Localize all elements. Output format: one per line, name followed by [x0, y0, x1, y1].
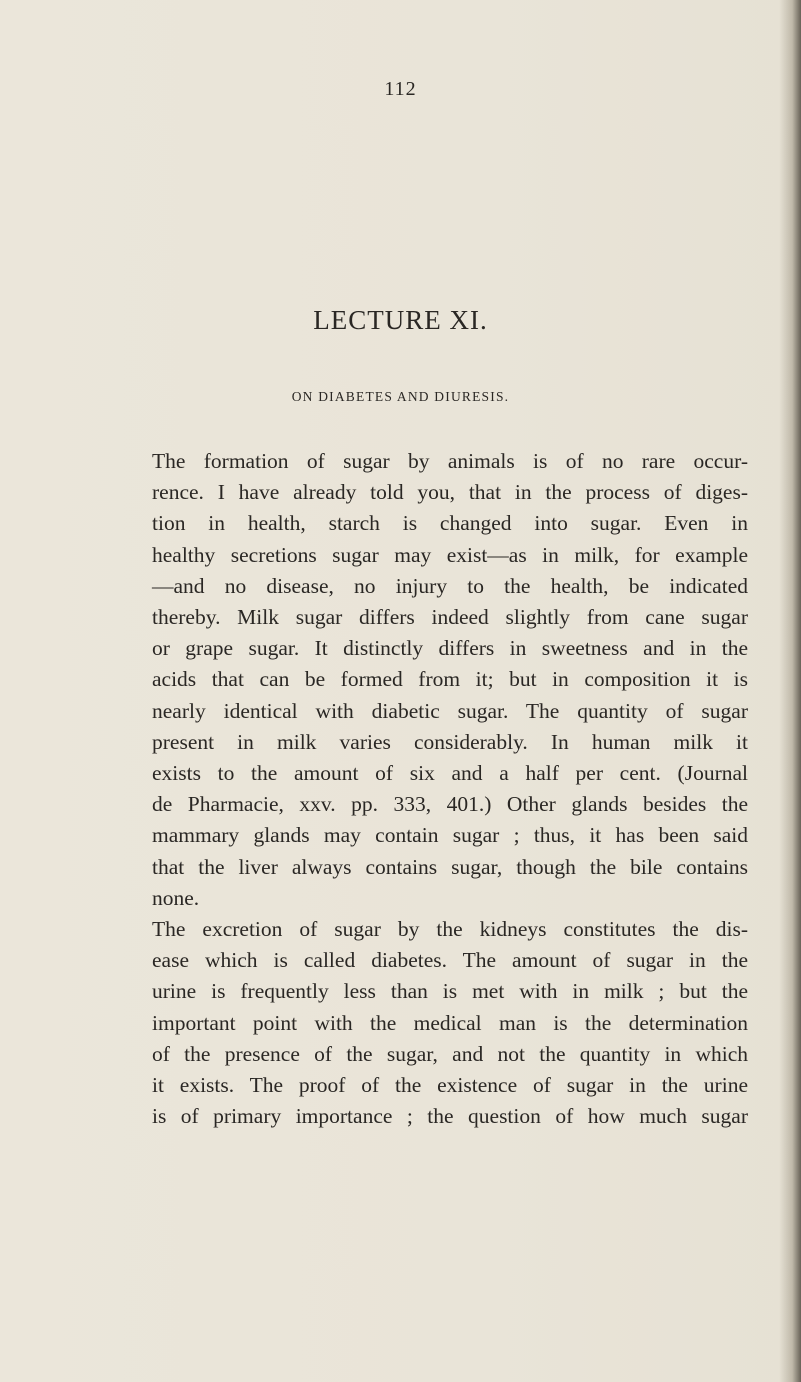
- paragraph-2: [152, 914, 748, 1132]
- text-line: The formation of sugar by animals is of no rare occur-: [152, 449, 748, 473]
- text-line: none.: [152, 885, 200, 910]
- body-text: [152, 446, 748, 1132]
- text-line: —and no disease, no injury to the health, be indicated: [152, 573, 748, 598]
- page-edge-shadow: [779, 0, 801, 1382]
- paragraph-1: [152, 446, 748, 914]
- text-line: The excretion of sugar by the kidneys constitutes the dis-: [152, 917, 748, 942]
- text-line: of the presence of the sugar, and not the quantity in which: [152, 1041, 748, 1066]
- text-line: or grape sugar. It distinctly differs in sweetness and in the: [152, 636, 748, 661]
- text-line: nearly identical with diabetic sugar. The quantity of sugar: [152, 698, 748, 723]
- text-line: it exists. The proof of the existence of sugar in the urine: [152, 1073, 748, 1098]
- text-line: is of primary importance ; the question of how much sugar: [152, 1104, 748, 1129]
- lecture-title: LECTURE XI.: [313, 305, 488, 335]
- page-number: 112: [384, 78, 417, 100]
- text-line: acids that can be formed from it; but in composition it is: [152, 667, 748, 692]
- text-line: de Pharmacie, xxv. pp. 333, 401.) Other glands besides the: [152, 792, 748, 817]
- text-line: exists to the amount of six and a half per cent. (Journal: [152, 761, 748, 786]
- text-line: that the liver always contains sugar, though the bile contains: [152, 854, 748, 879]
- text-line: tion in health, starch is changed into sugar. Even in: [152, 511, 748, 536]
- text-line: mammary glands may contain sugar ; thus, it has been said: [152, 823, 748, 848]
- lecture-subtitle: ON DIABETES AND DIURESIS.: [291, 389, 510, 404]
- text-line: thereby. Milk sugar differs indeed slightly from cane sugar: [152, 605, 748, 630]
- text-line: ease which is called diabetes. The amount of sugar in the: [152, 948, 748, 973]
- text-line: healthy secretions sugar may exist—as in milk, for example: [152, 542, 748, 567]
- text-line: rence. I have already told you, that in the process of diges-: [152, 480, 748, 505]
- text-line: important point with the medical man is the determination: [152, 1010, 748, 1035]
- text-line: present in milk varies considerably. In human milk it: [152, 729, 748, 754]
- text-line: urine is frequently less than is met with in milk ; but the: [152, 979, 748, 1004]
